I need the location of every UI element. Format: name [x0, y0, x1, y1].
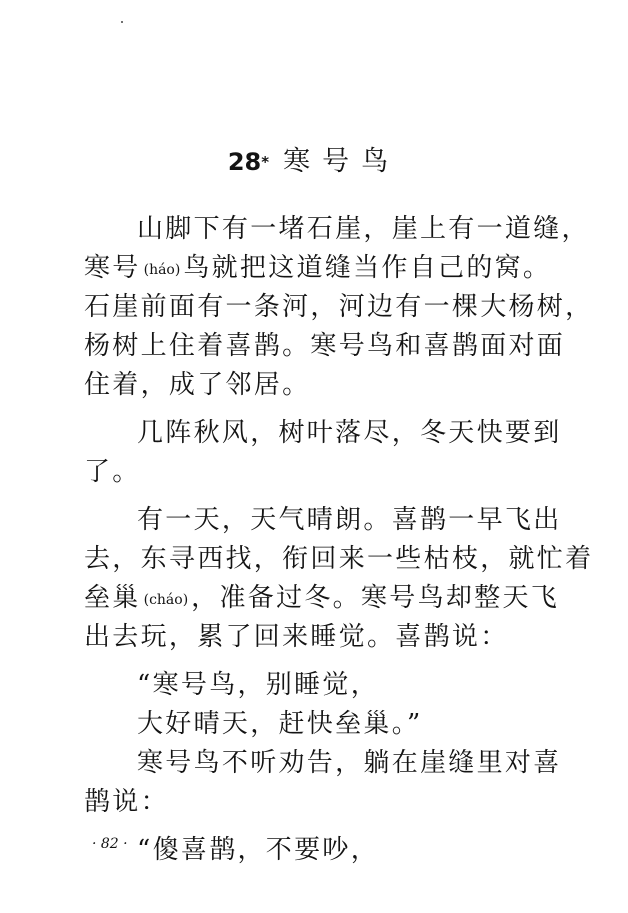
- lesson-number: 28: [227, 148, 262, 176]
- text-segment: 鸟就把这道缝当作自己的窝。: [183, 253, 552, 283]
- text-line: 山脚下有一堵石崖，崖上有一道缝，: [137, 214, 590, 244]
- verse-line: “寒号鸟，别睡觉，: [137, 670, 379, 700]
- text-segment: 垒巢: [84, 583, 141, 613]
- pinyin-annotation: (háo): [143, 262, 181, 278]
- text-line: 有一天，天气晴朗。喜鹊一早飞出: [137, 505, 562, 535]
- text-segment: ，准备过冬。寒号鸟却整天飞: [191, 583, 560, 613]
- verse-line: “傻喜鹊，不要吵，: [137, 835, 379, 865]
- text-line: 几阵秋风，树叶落尽，冬天快要到: [137, 418, 562, 448]
- lesson-mark: *: [261, 153, 270, 171]
- page-number: · 82 ·: [92, 836, 128, 852]
- text-line: 出去玩，累了回来睡觉。喜鹊说：: [84, 622, 509, 652]
- text-line: 寒号鸟不听劝告，躺在崖缝里对喜: [137, 748, 562, 778]
- text-line: 鹊说：: [84, 787, 169, 817]
- text-line: 去，东寻西找，衔回来一些枯枝，就忙着: [84, 544, 594, 574]
- text-line: [84, 579, 584, 618]
- text-line: [84, 249, 584, 288]
- lesson-title: [0, 142, 628, 182]
- lesson-title-text: 寒号鸟: [283, 146, 401, 177]
- verse-line: 大好晴天，赶快垒巢。”: [137, 709, 423, 739]
- pinyin-annotation: (cháo): [143, 592, 189, 608]
- text-line: 住着，成了邻居。: [84, 370, 311, 400]
- text-line: 石崖前面有一条河，河边有一棵大杨树，: [84, 292, 594, 322]
- lesson-body: [84, 210, 594, 870]
- text-line: 了。: [84, 457, 141, 487]
- print-speck: [121, 21, 123, 23]
- text-segment: 寒号: [84, 253, 141, 283]
- text-line: 杨树上住着喜鹊。寒号鸟和喜鹊面对面: [84, 331, 566, 361]
